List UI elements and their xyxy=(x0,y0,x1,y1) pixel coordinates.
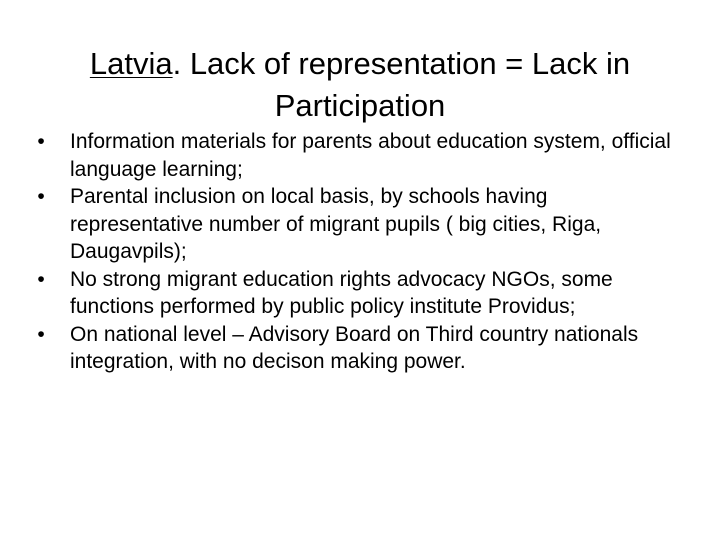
bullet-list xyxy=(37,128,680,376)
bullet-icon: • xyxy=(37,185,45,208)
title-country: Latvia xyxy=(89,45,173,81)
bullet-icon: • xyxy=(37,130,45,153)
bullet-text: On national level – Advisory Board on Third country nationals integration, with no decison making power. xyxy=(70,322,639,373)
title-text: . Lack of representation = Lack in Participation xyxy=(172,45,631,123)
bullet-text: Information materials for parents about education system, official language learning; xyxy=(70,130,671,181)
bullet-icon: • xyxy=(37,267,45,291)
bullet-item xyxy=(37,321,680,376)
bullet-item xyxy=(37,128,680,183)
bullet-item xyxy=(37,183,680,266)
bullet-item xyxy=(37,266,680,321)
bullet-text: Parental inclusion on local basis, by schools having representative number of migrant pupils ( big cities, Riga, Daugavpils); xyxy=(70,185,602,263)
slide-title xyxy=(36,43,684,127)
bullet-icon: • xyxy=(37,322,45,346)
bullet-text: No strong migrant education rights advocacy NGOs, some functions performed by public policy institute Providus; xyxy=(70,267,613,318)
